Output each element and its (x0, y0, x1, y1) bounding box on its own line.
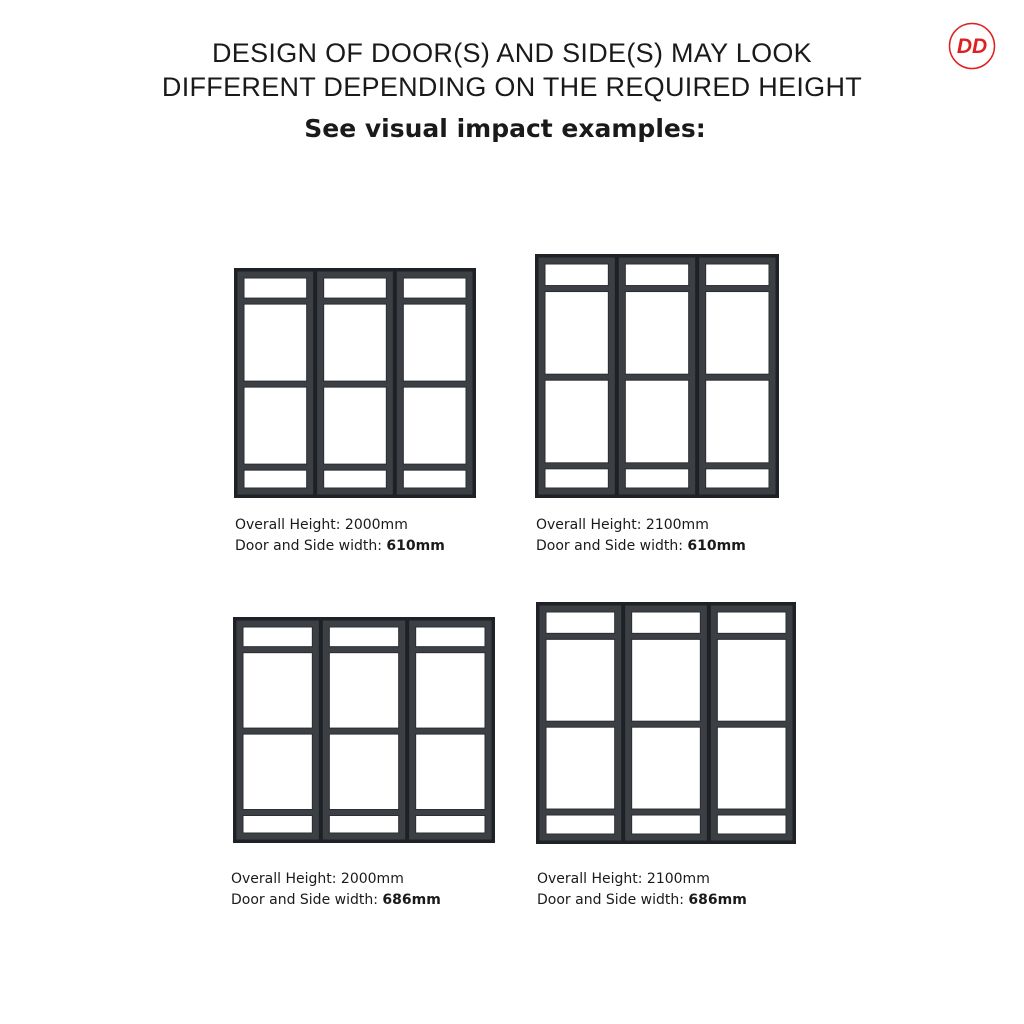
caption-height: Overall Height: 2000mm (231, 871, 404, 887)
glass-pane (329, 734, 398, 809)
glass-pane (416, 627, 485, 647)
glass-pane (243, 653, 312, 728)
glass-pane (329, 653, 398, 728)
glass-pane (324, 304, 387, 381)
glass-pane (546, 612, 615, 633)
glass-pane (632, 639, 701, 721)
heading-line-1: DESIGN OF DOOR(S) AND SIDE(S) MAY LOOK (212, 38, 812, 68)
glass-pane (632, 815, 701, 834)
heading-line-2: DIFFERENT DEPENDING ON THE REQUIRED HEIGHT (161, 72, 863, 102)
glass-pane (416, 653, 485, 728)
caption-height: Overall Height: 2000mm (235, 517, 408, 533)
glass-pane (403, 470, 466, 488)
glass-pane (324, 387, 387, 464)
glass-pane (706, 469, 769, 488)
glass-pane (403, 278, 466, 298)
glass-pane (243, 816, 312, 833)
glass-pane (243, 734, 312, 809)
caption-1 (235, 515, 445, 557)
glass-pane (244, 470, 307, 488)
glass-pane (546, 727, 615, 809)
glass-pane (403, 387, 466, 464)
glass-pane (545, 469, 608, 488)
glass-pane (243, 627, 312, 647)
glass-pane (545, 292, 608, 375)
glass-pane (546, 815, 615, 834)
glass-pane (625, 264, 688, 286)
glass-pane (717, 612, 786, 633)
glass-pane (632, 727, 701, 809)
door-set-1 (234, 268, 476, 498)
glass-pane (244, 387, 307, 464)
glass-pane (324, 470, 387, 488)
glass-pane (329, 627, 398, 647)
glass-pane (403, 304, 466, 381)
glass-pane (717, 639, 786, 721)
glass-pane (545, 264, 608, 286)
glass-pane (717, 727, 786, 809)
glass-pane (545, 380, 608, 463)
caption-2 (536, 515, 746, 557)
caption-4 (537, 869, 747, 911)
glass-pane (416, 816, 485, 833)
glass-pane (625, 380, 688, 463)
glass-pane (632, 612, 701, 633)
glass-pane (329, 816, 398, 833)
door-set-3 (233, 617, 495, 843)
glass-pane (706, 264, 769, 286)
logo-text: DD (956, 35, 988, 58)
subtitle: See visual impact examples: (304, 114, 706, 143)
caption-3 (231, 869, 441, 911)
glass-pane (546, 639, 615, 721)
glass-pane (706, 292, 769, 375)
door-set-2 (535, 254, 779, 498)
glass-pane (706, 380, 769, 463)
glass-pane (244, 304, 307, 381)
caption-width: Door and Side width: 610mm (536, 538, 746, 554)
dd-logo (948, 22, 996, 70)
glass-pane (324, 278, 387, 298)
door-set-4 (536, 602, 796, 844)
caption-height: Overall Height: 2100mm (536, 517, 709, 533)
caption-width: Door and Side width: 686mm (537, 892, 747, 908)
glass-pane (625, 292, 688, 375)
caption-width: Door and Side width: 610mm (235, 538, 445, 554)
caption-width: Door and Side width: 686mm (231, 892, 441, 908)
caption-height: Overall Height: 2100mm (537, 871, 710, 887)
glass-pane (717, 815, 786, 834)
glass-pane (416, 734, 485, 809)
glass-pane (244, 278, 307, 298)
glass-pane (625, 469, 688, 488)
